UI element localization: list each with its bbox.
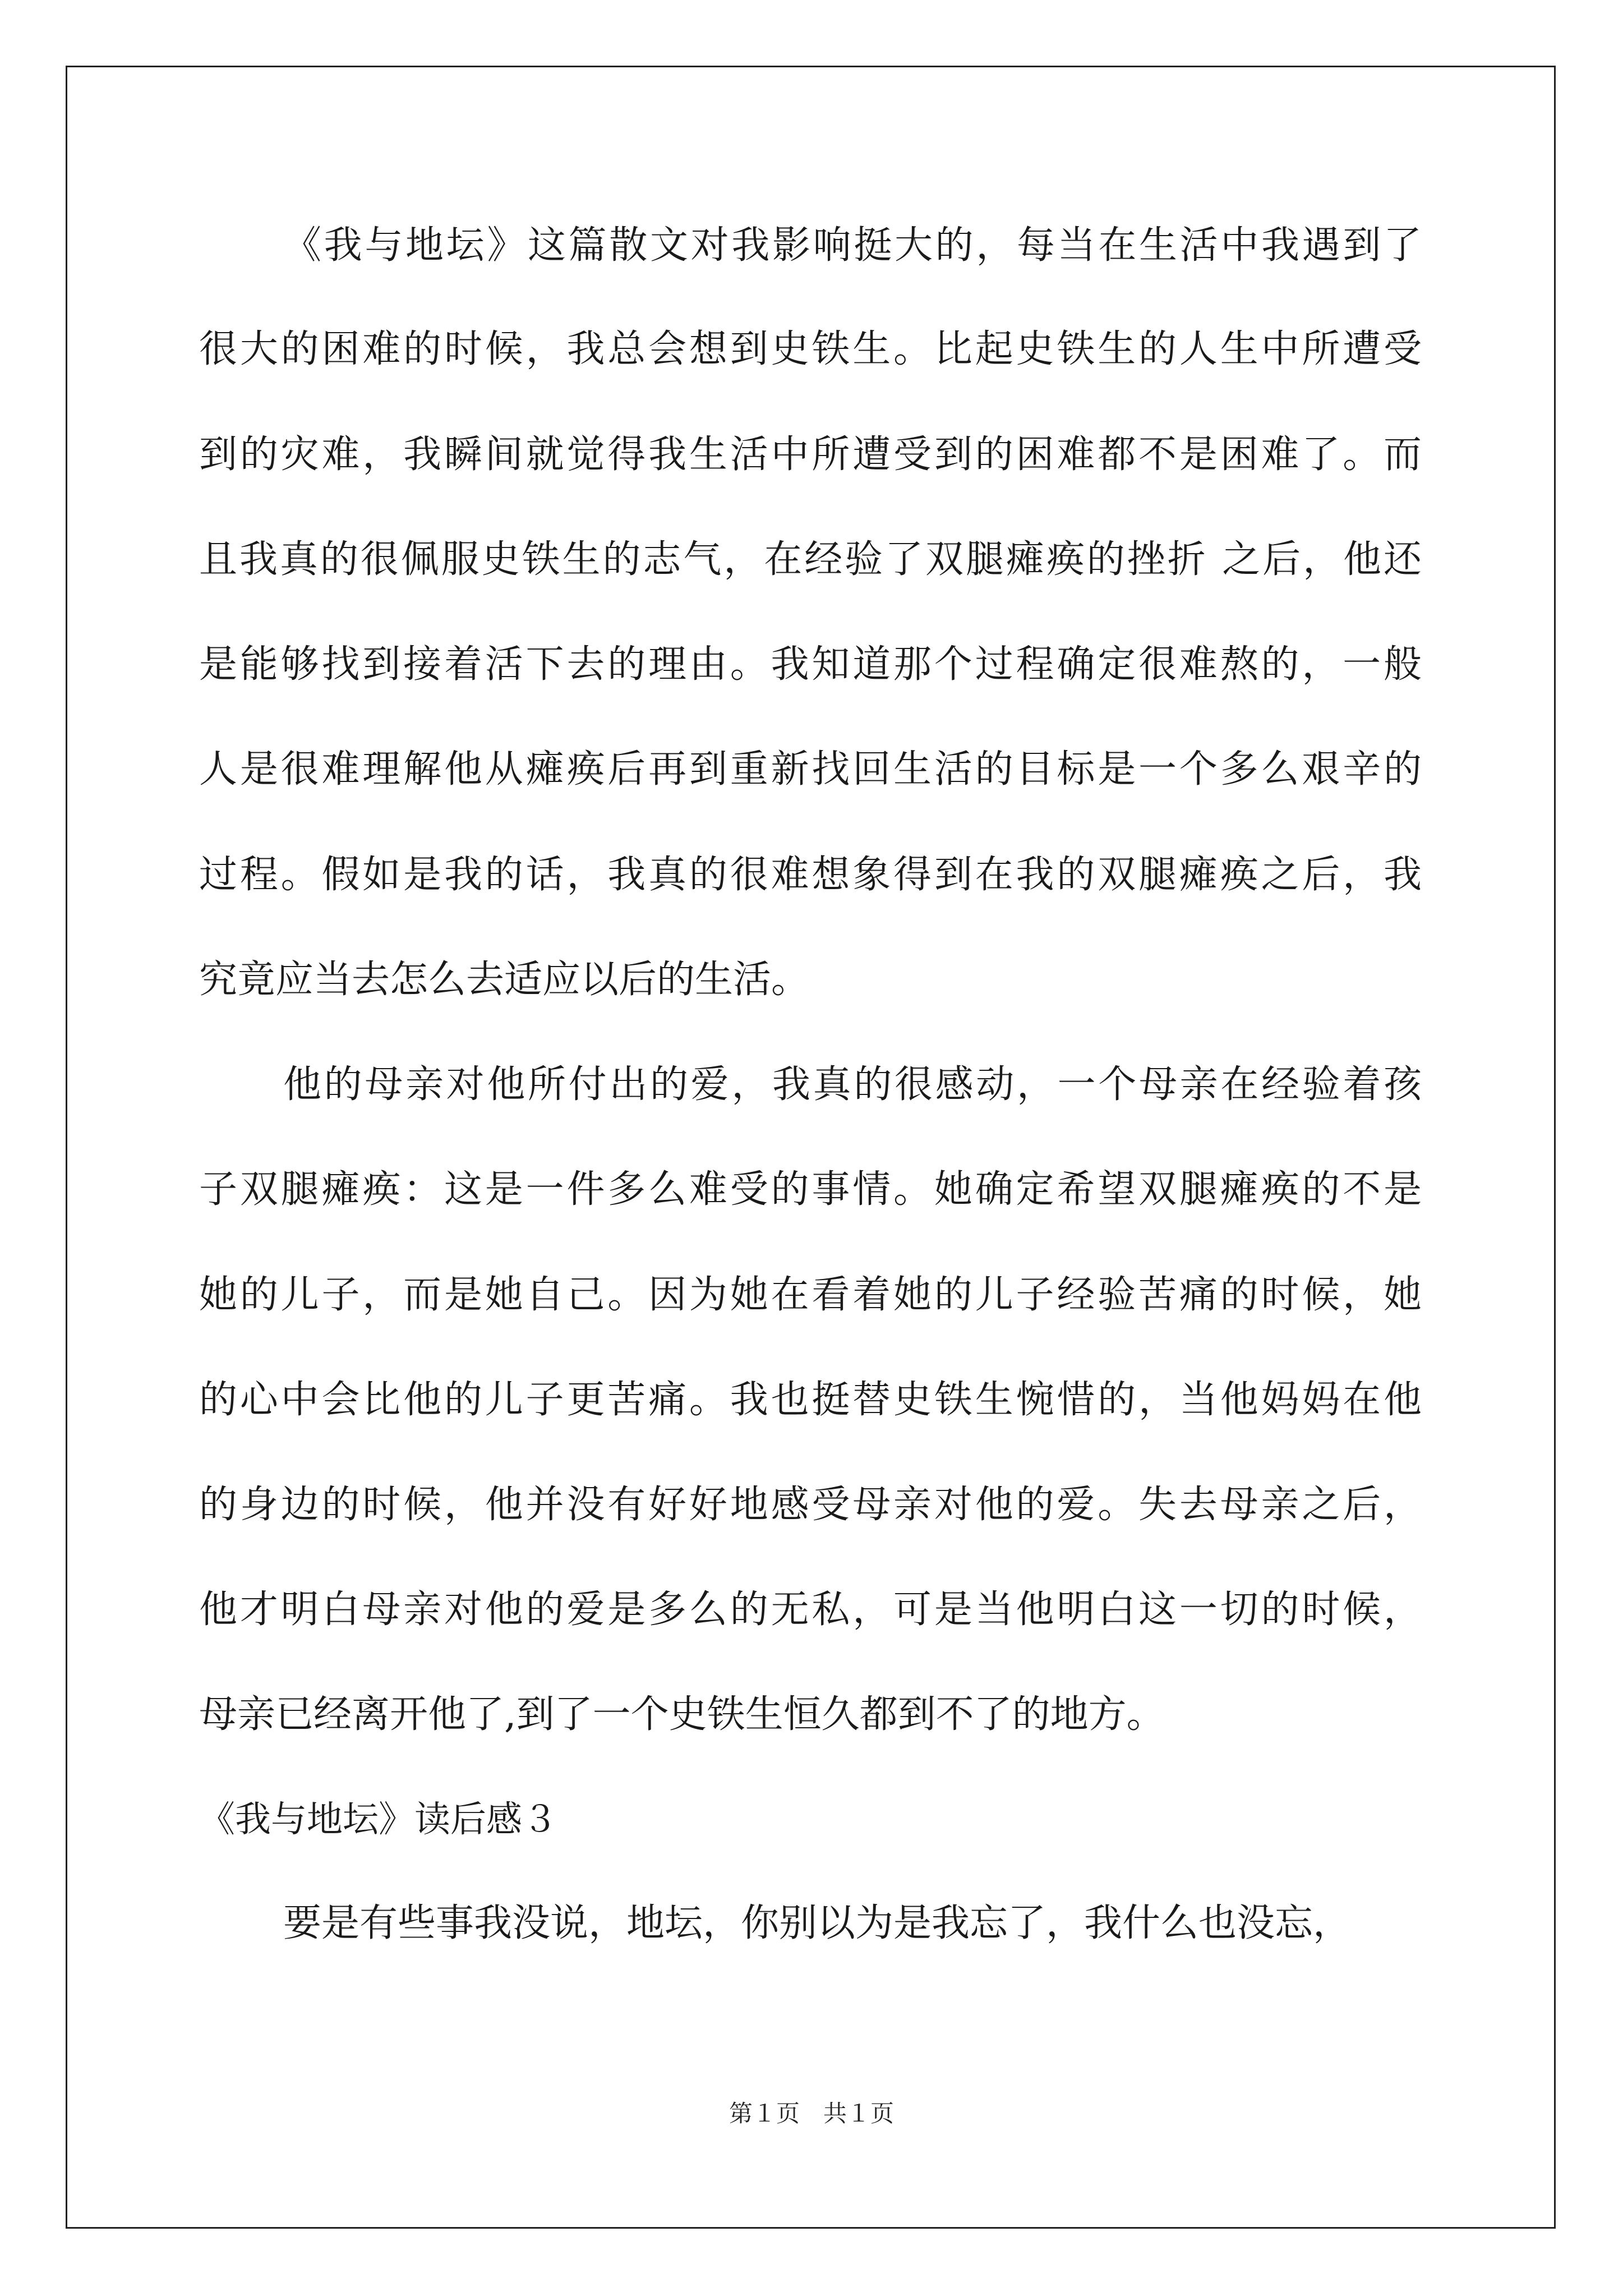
paragraph-1-line-6: 人是很难理解他从瘫痪后再到重新找回生活的目标是一个多么艰辛的 [199,747,1422,792]
section-heading: 《我与地坛》读后感３ [199,1799,558,1841]
paragraph-1-line-4: 且我真的很佩服史铁生的志气，在经验了双腿瘫痪的挫折 之后，他还 [199,537,1422,582]
paragraph-1-line-1: 《我与地坛》这篇散文对我影响挺大的，每当在生活中我遇到了 [283,223,1422,268]
paragraph-1-line-7: 过程。假如是我的话，我真的很难想象得到在我的双腿瘫痪之后，我 [199,853,1422,897]
paragraph-1-line-2: 很大的困难的时候，我总会想到史铁生。比起史铁生的人生中所遭受 [199,327,1422,371]
page-footer: 第１页 共１页 [728,2100,894,2127]
paragraph-1-line-8: 究竟应当去怎么去适应以后的生活。 [199,958,810,1002]
paragraph-1-line-3: 到的灾难，我瞬间就觉得我生活中所遭受到的困难都不是困难了。而 [199,432,1422,477]
paragraph-2-line-3: 她的儿子，而是她自己。因为她在看着她的儿子经验苦痛的时候，她 [199,1273,1422,1317]
paragraph-2-line-2: 子双腿瘫痪：这是一件多么难受的事情。她确定希望双腿瘫痪的不是 [199,1167,1422,1212]
paragraph-2-line-6: 他才明白母亲对他的爱是多么的无私，可是当他明白这一切的时候， [199,1588,1422,1632]
paragraph-2-line-7: 母亲已经离开他了,到了一个史铁生恒久都到不了的地方。 [199,1692,1165,1737]
paragraph-2-line-4: 的心中会比他的儿子更苦痛。我也挺替史铁生惋惜的，当他妈妈在他 [199,1378,1422,1422]
paragraph-1-line-5: 是能够找到接着活下去的理由。我知道那个过程确定很难熬的，一般 [199,642,1422,687]
paragraph-3-line-1: 要是有些事我没说，地坛，你别以为是我忘了，我什么也没忘， [283,1901,1352,1945]
paragraph-2-line-1: 他的母亲对他所付出的爱，我真的很感动，一个母亲在经验着孩 [283,1062,1422,1107]
paragraph-2-line-5: 的身边的时候，他并没有好好地感受母亲对他的爱。失去母亲之后， [199,1483,1422,1527]
